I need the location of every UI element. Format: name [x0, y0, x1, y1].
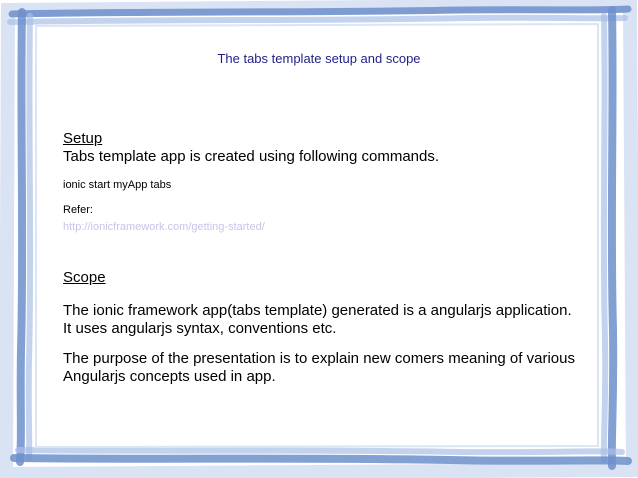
setup-heading: Setup [63, 130, 103, 147]
refer-link[interactable]: http://ionicframework.com/getting-started/ [63, 221, 265, 233]
slide-title: The tabs template setup and scope [217, 51, 421, 66]
scope-line-2: It uses angularjs syntax, conventions etc. [63, 320, 337, 337]
scope-line-4: Angularjs concepts used in app. [63, 368, 276, 385]
setup-intro: Tabs template app is created using following commands. [63, 148, 440, 165]
refer-label: Refer: [63, 204, 93, 216]
scope-heading: Scope [63, 269, 106, 286]
setup-command: ionic start myApp tabs [63, 179, 172, 191]
scope-line-3: The purpose of the presentation is to explain new comers meaning of various [63, 350, 575, 367]
scope-line-1: The ionic framework app(tabs template) generated is a angularjs application. [63, 302, 572, 319]
